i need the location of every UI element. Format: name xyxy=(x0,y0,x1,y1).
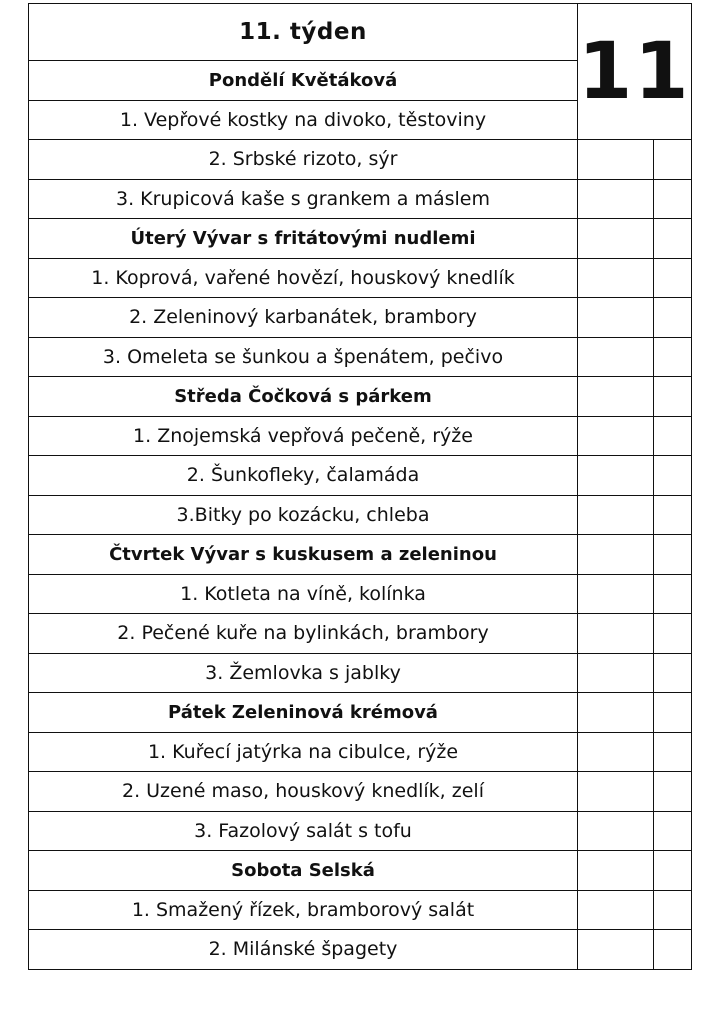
checkbox-cell xyxy=(578,772,654,812)
checkbox-cell xyxy=(653,258,691,298)
checkbox-cell xyxy=(653,298,691,338)
meal-item: 2. Uzené maso, houskový knedlík, zelí xyxy=(29,772,578,812)
day-heading: Čtvrtek Vývar s kuskusem a zeleninou xyxy=(29,535,578,575)
day-row xyxy=(29,535,692,575)
checkbox-cell xyxy=(578,219,654,259)
day-heading: Sobota Selská xyxy=(29,851,578,891)
menu-sheet xyxy=(28,3,692,970)
checkbox-cell xyxy=(578,298,654,338)
day-heading: Pátek Zeleninová krémová xyxy=(29,693,578,733)
day-heading: Pondělí Květáková xyxy=(29,61,578,101)
checkbox-cell xyxy=(653,535,691,575)
meal-row xyxy=(29,416,692,456)
checkbox-cell xyxy=(653,890,691,930)
checkbox-cell xyxy=(653,219,691,259)
meal-item: 1. Kuřecí jatýrka na cibulce, rýže xyxy=(29,732,578,772)
meal-item: 2. Srbské rizoto, sýr xyxy=(29,140,578,180)
meal-row xyxy=(29,140,692,180)
checkbox-cell xyxy=(653,614,691,654)
meal-item: 1. Kotleta na víně, kolínka xyxy=(29,574,578,614)
checkbox-cell xyxy=(578,140,654,180)
checkbox-cell xyxy=(578,574,654,614)
meal-item: 3. Fazolový salát s tofu xyxy=(29,811,578,851)
checkbox-cell xyxy=(578,179,654,219)
checkbox-cell xyxy=(578,456,654,496)
checkbox-cell xyxy=(653,140,691,180)
menu-table-body xyxy=(29,4,692,970)
meal-item: 3. Krupicová kaše s grankem a máslem xyxy=(29,179,578,219)
meal-item: 2. Zeleninový karbanátek, brambory xyxy=(29,298,578,338)
day-row xyxy=(29,851,692,891)
checkbox-cell xyxy=(653,811,691,851)
menu-table xyxy=(28,3,692,970)
week-title: 11. týden xyxy=(29,4,578,61)
checkbox-cell xyxy=(653,930,691,970)
day-heading: Středa Čočková s párkem xyxy=(29,377,578,417)
checkbox-cell xyxy=(578,416,654,456)
checkbox-cell xyxy=(578,614,654,654)
checkbox-cell xyxy=(653,851,691,891)
meal-item: 3. Omeleta se šunkou a špenátem, pečivo xyxy=(29,337,578,377)
meal-row xyxy=(29,258,692,298)
checkbox-cell xyxy=(653,732,691,772)
checkbox-cell xyxy=(578,653,654,693)
checkbox-cell xyxy=(578,811,654,851)
day-row xyxy=(29,377,692,417)
meal-row xyxy=(29,811,692,851)
day-row xyxy=(29,693,692,733)
checkbox-cell xyxy=(578,693,654,733)
meal-item: 1. Koprová, vařené hovězí, houskový knedlík xyxy=(29,258,578,298)
checkbox-cell xyxy=(653,495,691,535)
checkbox-cell xyxy=(578,495,654,535)
checkbox-cell xyxy=(653,574,691,614)
checkbox-cell xyxy=(578,851,654,891)
meal-row xyxy=(29,772,692,812)
checkbox-cell xyxy=(578,377,654,417)
meal-row xyxy=(29,732,692,772)
checkbox-cell xyxy=(653,772,691,812)
meal-row xyxy=(29,890,692,930)
checkbox-cell xyxy=(653,416,691,456)
checkbox-cell xyxy=(578,890,654,930)
meal-row xyxy=(29,456,692,496)
checkbox-cell xyxy=(578,535,654,575)
meal-item: 1. Znojemská vepřová pečeně, rýže xyxy=(29,416,578,456)
day-heading: Úterý Vývar s fritátovými nudlemi xyxy=(29,219,578,259)
meal-row xyxy=(29,653,692,693)
checkbox-cell xyxy=(578,930,654,970)
meal-row xyxy=(29,930,692,970)
meal-row xyxy=(29,614,692,654)
checkbox-cell xyxy=(578,732,654,772)
meal-item: 1. Vepřové kostky na divoko, těstoviny xyxy=(29,100,578,140)
checkbox-cell xyxy=(653,337,691,377)
checkbox-cell xyxy=(653,693,691,733)
day-row xyxy=(29,219,692,259)
meal-item: 2. Pečené kuře na bylinkách, brambory xyxy=(29,614,578,654)
checkbox-cell xyxy=(653,653,691,693)
checkbox-cell xyxy=(578,337,654,377)
meal-item: 3.Bitky po kozácku, chleba xyxy=(29,495,578,535)
meal-row xyxy=(29,337,692,377)
week-number: 11 xyxy=(578,4,692,140)
meal-item: 3. Žemlovka s jablky xyxy=(29,653,578,693)
title-row xyxy=(29,4,692,61)
meal-row xyxy=(29,179,692,219)
meal-item: 2. Šunkofleky, čalamáda xyxy=(29,456,578,496)
meal-row xyxy=(29,298,692,338)
meal-item: 2. Milánské špagety xyxy=(29,930,578,970)
checkbox-cell xyxy=(653,456,691,496)
checkbox-cell xyxy=(578,258,654,298)
meal-item: 1. Smažený řízek, bramborový salát xyxy=(29,890,578,930)
checkbox-cell xyxy=(653,377,691,417)
checkbox-cell xyxy=(653,179,691,219)
meal-row xyxy=(29,574,692,614)
meal-row xyxy=(29,495,692,535)
